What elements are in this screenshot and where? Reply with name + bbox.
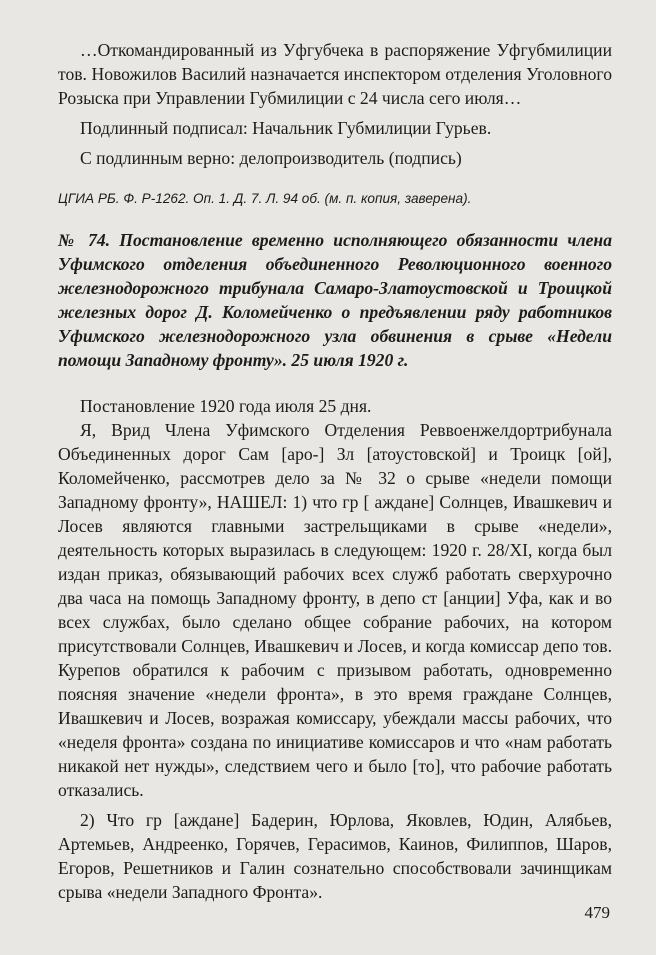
signature-original-line: Подлинный подписал: Начальник Губмилиции Гурьев. [80, 118, 492, 138]
document-title: № 74. Постановление временно исполняющего обязанности члена Уфимского отделения объединенного Революционного военного железнодорожного трибунала Самаро-Златоустовской и Троицкой железных дорог Д. Коломейченко о предъявлении ряду работников Уфимского железнодорожного узла обвинения в срыве «Недели помощи Западному фронту». 25 июля 1920 г. [58, 230, 612, 370]
order-excerpt-paragraph: …Откомандированный из Уфгубчека в распоряжение Уфгубмилиции тов. Новожилов Василий назначается инспектором отделения Уголовного Розыска при Управлении Губмилиции с 24 числа сего июля… [58, 40, 612, 108]
resolution-date-line: Постановление 1920 года июля 25 дня. [80, 396, 372, 416]
certified-copy-line: С подлинным верно: делопроизводитель (подпись) [80, 148, 462, 168]
body-paragraph-1: Я, Врид Члена Уфимского Отделения Реввоенжелдортрибунала Объединенных дорог Сам [аро-] Зл [атоустовской] и Троицк [ой], Коломейченко, рассмотрев дело за № 32 о срыве «недели помощи Западному фронту», НАШЕЛ: 1) что гр [ аждане] Солнцев, Ивашкевич и Лосев являются главными застрельщиками в срыве «недели», деятельность которых выразилась в следующем: 1920 г. 28/XI, когда был издан приказ, обязывающий рабочих всех служб работать сверхурочно два часа на помощь Западному фронту, в депо ст [анции] Уфа, как и во всех службах, было сделано общее собрание рабочих, на котором присутствовали Солнцев, Ивашкевич и Лосев, и когда комиссар депо тов. Курепов обратился к рабочим с призывом работать, одновременно поясняя значение «недели фронта», в это время граждане Солнцев, Ивашкевич и Лосев, возражая комиссару, убеждали массы рабочих, что «неделя фронта» создана по инициативе комиссаров и что «нам работать никакой нет нужды», следствием чего и было [то], что рабочие работать отказались. [58, 420, 612, 800]
page-number: 479 [584, 903, 610, 922]
archive-source-note: ЦГИА РБ. Ф. Р-1262. Оп. 1. Д. 7. Л. 94 об. (м. п. копия, заверена). [58, 191, 472, 206]
body-paragraph-2: 2) Что гр [аждане] Бадерин, Юрлова, Яковлев, Юдин, Алябьев, Артемьев, Андреенко, Горячев, Герасимов, Каинов, Филиппов, Шаров, Егоров, Решетников и Галин сознательно способствовали зачинщикам срыва «недели Западного Фронта». [58, 810, 612, 902]
